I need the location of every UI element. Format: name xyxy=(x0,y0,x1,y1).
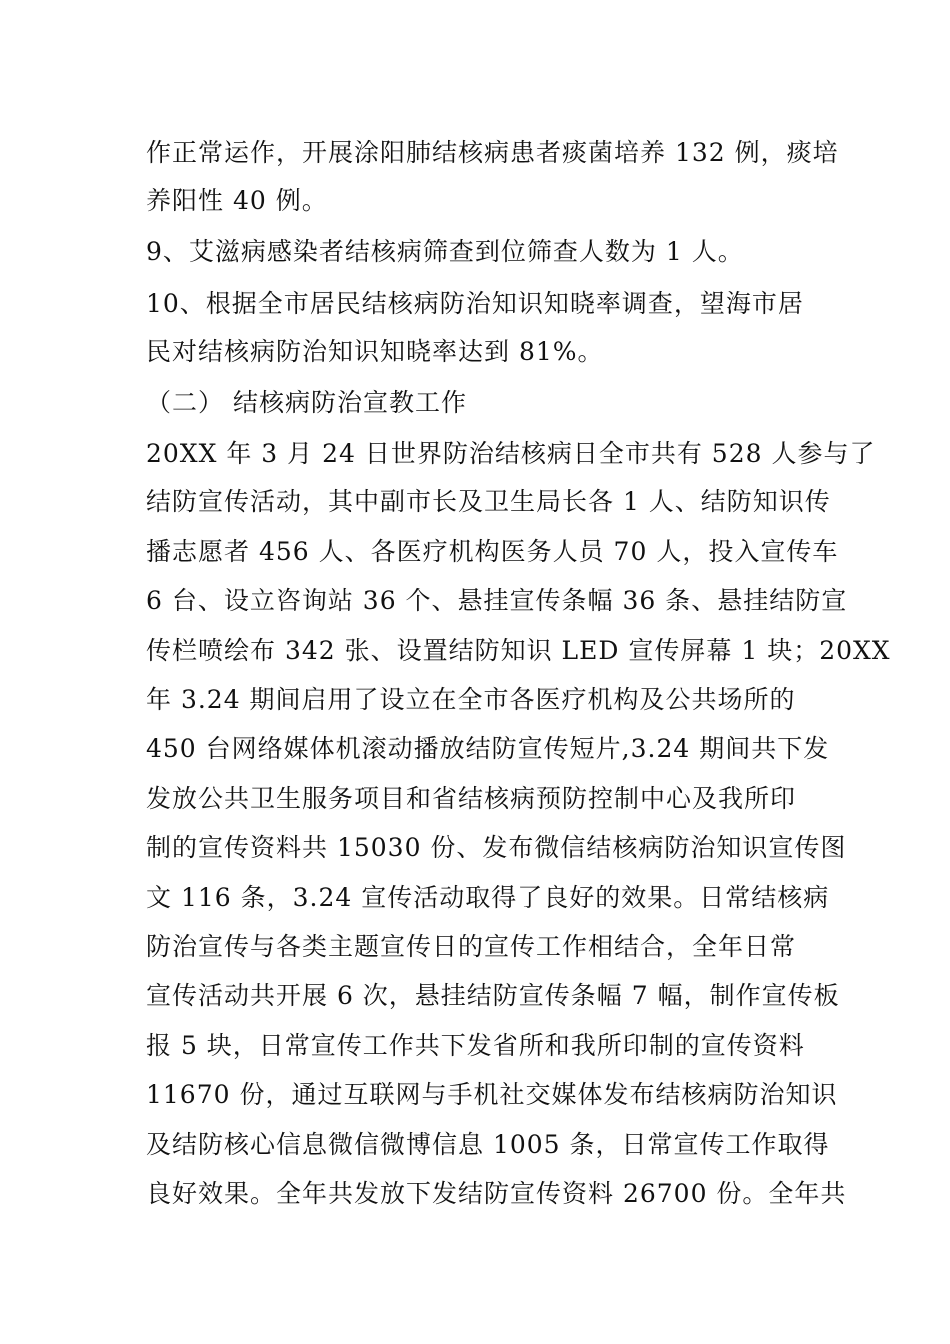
text-line: 播志愿者 456 人、各医疗机构医务人员 70 人，投入宣传车 xyxy=(146,537,839,566)
text-line: 发放公共卫生服务项目和省结核病预防控制中心及我所印 xyxy=(146,784,797,813)
text-line: 6 台、设立咨询站 36 个、悬挂宣传条幅 36 条、悬挂结防宣 xyxy=(146,586,848,615)
text-line: 报 5 块，日常宣传工作共下发省所和我所印制的宣传资料 xyxy=(146,1031,805,1060)
text-line: 结防宣传活动，其中副市长及卫生局长各 1 人、结防知识传 xyxy=(146,487,831,516)
section-heading: （二） 结核病防治宣教工作 xyxy=(146,388,467,417)
text-line: 20XX 年 3 月 24 日世界防治结核病日全市共有 528 人参与了 xyxy=(146,439,876,468)
text-line: 10、根据全市居民结核病防治知识知晓率调查，望海市居 xyxy=(146,289,804,318)
text-line: 11670 份，通过互联网与手机社交媒体发布结核病防治知识 xyxy=(146,1080,838,1109)
text-line: 作正常运作，开展涂阳肺结核病患者痰菌培养 132 例，痰培 xyxy=(146,138,839,167)
text-line: 年 3.24 期间启用了设立在全市各医疗机构及公共场所的 xyxy=(146,685,796,714)
text-line: 及结防核心信息微信微博信息 1005 条，日常宣传工作取得 xyxy=(146,1130,830,1159)
text-line: 良好效果。全年共发放下发结防宣传资料 26700 份。全年共 xyxy=(146,1179,847,1208)
text-line: 防治宣传与各类主题宣传日的宣传工作相结合，全年日常 xyxy=(146,932,797,961)
text-line: 养阳性 40 例。 xyxy=(146,186,328,215)
text-line: 制的宣传资料共 15030 份、发布微信结核病防治知识宣传图 xyxy=(146,833,847,862)
text-line: 传栏喷绘布 342 张、设置结防知识 LED 宣传屏幕 1 块；20XX xyxy=(146,636,891,665)
text-line: 民对结核病防治知识知晓率达到 81%。 xyxy=(146,337,604,366)
text-line: 450 台网络媒体机滚动播放结防宣传短片,3.24 期间共下发 xyxy=(146,734,830,763)
text-line: 文 116 条，3.24 宣传活动取得了良好的效果。日常结核病 xyxy=(146,883,830,912)
text-line: 宣传活动共开展 6 次，悬挂结防宣传条幅 7 幅，制作宣传板 xyxy=(146,981,840,1010)
text-line: 9、艾滋病感染者结核病筛查到位筛查人数为 1 人。 xyxy=(146,237,744,266)
